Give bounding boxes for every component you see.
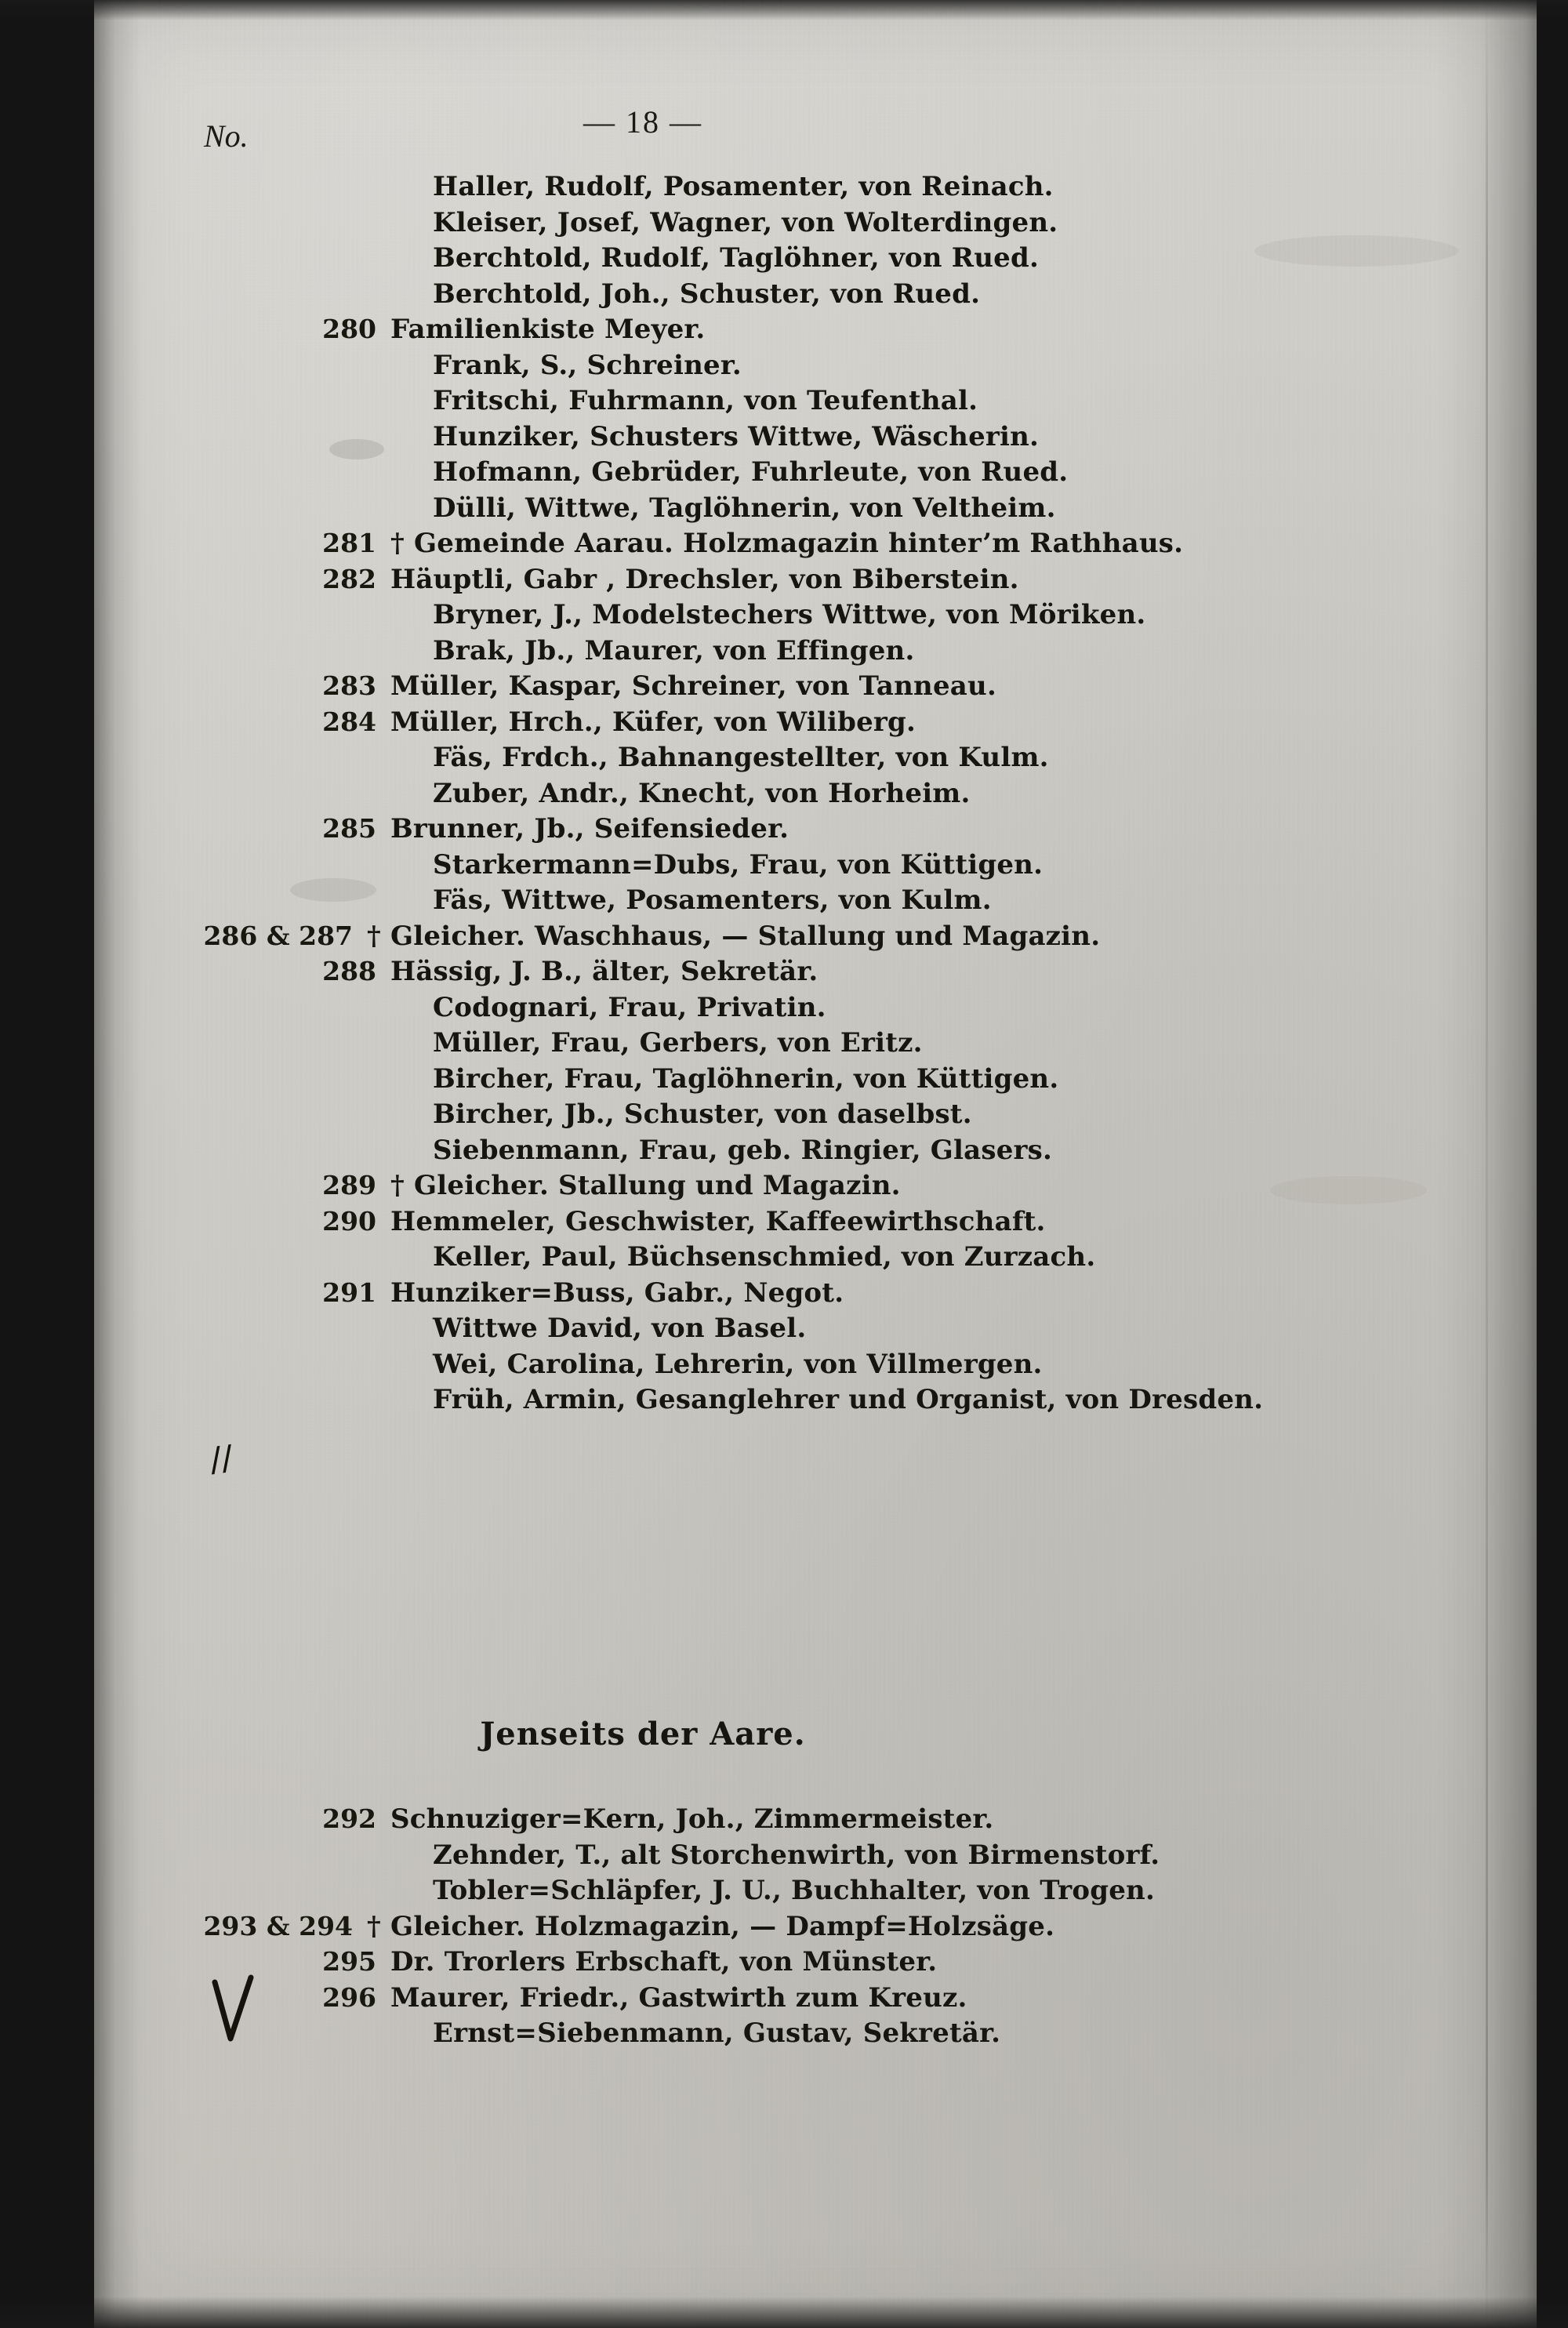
page-header-no-label: No. — [204, 118, 249, 154]
entry-text: Zehnder, T., alt Storchenwirth, von Birmenstorf. — [433, 1839, 1160, 1871]
entry-text: Hunziker=Buss, Gabr., Negot. — [390, 1277, 844, 1309]
register-entry-row — [94, 849, 1537, 885]
register-entry-row — [94, 1946, 1537, 1982]
register-entry-row — [94, 1206, 1537, 1242]
register-entry-row — [94, 456, 1537, 492]
entry-text: Frank, S., Schreiner. — [433, 349, 742, 381]
entry-text: Bircher, Frau, Taglöhnerin, von Küttigen. — [433, 1062, 1059, 1095]
register-entry-row — [94, 421, 1537, 457]
entry-text: Dülli, Wittwe, Taglöhnerin, von Veltheim. — [433, 492, 1056, 524]
entry-number: 280 — [322, 314, 376, 344]
register-entry-row — [94, 921, 1537, 957]
entry-text: Bryner, J., Modelstechers Wittwe, von Möriken. — [433, 599, 1146, 630]
entry-text: Früh, Armin, Gesanglehrer und Organist, von Dresden. — [433, 1384, 1264, 1415]
entry-text: † Gleicher. Holzmagazin, — Dampf=Holzsäge. — [367, 1910, 1055, 1942]
entry-text: Dr. Trorlers Erbschaft, von Münster. — [390, 1946, 938, 1978]
entry-number: 282 — [322, 563, 376, 594]
entry-text: Zuber, Andr., Knecht, von Horheim. — [433, 777, 971, 809]
register-entry-row — [94, 1099, 1537, 1135]
entry-number: 290 — [322, 1205, 376, 1237]
entry-number: 289 — [322, 1170, 376, 1200]
entry-number: 296 — [322, 1981, 376, 2013]
entry-text: Familienkiste Meyer. — [390, 314, 706, 345]
register-entry-row — [94, 314, 1537, 350]
page-paper — [94, 0, 1537, 2328]
entry-text: † Gleicher. Waschhaus, — Stallung und Magazin. — [367, 920, 1101, 952]
register-entry-row — [94, 528, 1537, 564]
entry-text: Hofmann, Gebrüder, Fuhrleute, von Rued. — [433, 456, 1069, 488]
register-entry-row — [94, 350, 1537, 386]
entry-text: † Gemeinde Aarau. Holzmagazin hinter’m Rathhaus. — [390, 528, 1184, 559]
pencil-double-stroke-mark: // — [207, 1436, 236, 1484]
page-content — [94, 0, 1537, 2328]
entry-text: Codognari, Frau, Privatin. — [433, 991, 826, 1023]
register-entry-row — [94, 385, 1537, 421]
entry-text: Brak, Jb., Maurer, von Effingen. — [433, 634, 915, 666]
entry-number: 292 — [322, 1803, 376, 1834]
entry-number: 284 — [322, 706, 376, 737]
entry-number: 281 — [322, 528, 376, 558]
register-entry-row — [94, 1982, 1537, 2018]
entry-text: Kleiser, Josef, Wagner, von Wolterdingen. — [433, 206, 1058, 238]
entry-text: Fritschi, Fuhrmann, von Teufenthal. — [433, 385, 978, 416]
register-entry-row — [94, 1241, 1537, 1277]
register-entry-row — [94, 1349, 1537, 1385]
entry-text: Müller, Frau, Gerbers, von Eritz. — [433, 1027, 923, 1059]
register-entry-row — [94, 599, 1537, 635]
register-entry-row — [94, 1170, 1537, 1206]
entry-text: Keller, Paul, Büchsenschmied, von Zurzach. — [433, 1241, 1096, 1273]
register-entry-row — [94, 1803, 1537, 1840]
page-number: — 18 — — [583, 104, 702, 140]
register-entry-row — [94, 1840, 1537, 1876]
entry-text: Tobler=Schläpfer, J. U., Buchhalter, von Trogen. — [433, 1875, 1155, 1906]
entry-text: Brunner, Jb., Seifensieder. — [390, 813, 789, 844]
register-entry-row — [94, 1911, 1537, 1947]
entry-text: Haller, Rudolf, Posamenter, von Reinach. — [433, 171, 1054, 202]
entry-text: Berchtold, Rudolf, Taglöhner, von Rued. — [433, 242, 1039, 274]
register-entry-row — [94, 2017, 1537, 2054]
entry-number: 293 & 294 — [203, 1910, 353, 1941]
entry-text: Schnuziger=Kern, Joh., Zimmermeister. — [390, 1803, 994, 1835]
register-entry-row — [94, 992, 1537, 1028]
entry-text: Hemmeler, Geschwister, Kaffeewirthschaft. — [390, 1205, 1046, 1237]
register-entry-row — [94, 1875, 1537, 1911]
register-entry-row — [94, 564, 1537, 600]
entry-text: Fäs, Wittwe, Posamenters, von Kulm. — [433, 884, 992, 916]
register-entry-row — [94, 492, 1537, 528]
entry-text: Müller, Kaspar, Schreiner, von Tanneau. — [390, 670, 996, 702]
register-entry-row — [94, 670, 1537, 706]
entry-text: † Gleicher. Stallung und Magazin. — [390, 1170, 901, 1201]
register-entry-list-bottom — [94, 1803, 1537, 2054]
entry-text: Hässig, J. B., älter, Sekretär. — [390, 956, 818, 987]
entry-text: Maurer, Friedr., Gastwirth zum Kreuz. — [390, 1981, 967, 2014]
register-entry-list-top — [94, 171, 1537, 1420]
entry-text: Wei, Carolina, Lehrerin, von Villmergen. — [433, 1348, 1043, 1380]
entry-text: Häuptli, Gabr , Drechsler, von Biberstein. — [390, 563, 1019, 595]
register-entry-row — [94, 207, 1537, 243]
register-entry-row — [94, 1384, 1537, 1420]
register-entry-row — [94, 956, 1537, 992]
entry-text: Berchtold, Joh., Schuster, von Rued. — [433, 278, 981, 310]
register-entry-row — [94, 884, 1537, 921]
entry-text: Fäs, Frdch., Bahnangestellter, von Kulm. — [433, 742, 1049, 773]
register-entry-row — [94, 1135, 1537, 1171]
register-entry-row — [94, 1277, 1537, 1313]
register-entry-row — [94, 242, 1537, 278]
register-entry-row — [94, 635, 1537, 671]
entry-text: Starkermann=Dubs, Frau, von Küttigen. — [433, 848, 1044, 881]
register-entry-row — [94, 171, 1537, 207]
section-heading: Jenseits der Aare. — [480, 1716, 806, 1752]
register-entry-row — [94, 1313, 1537, 1349]
register-entry-row — [94, 1063, 1537, 1099]
entry-number: 291 — [322, 1277, 376, 1308]
entry-number: 286 & 287 — [203, 920, 353, 951]
entry-text: Siebenmann, Frau, geb. Ringier, Glasers. — [433, 1134, 1053, 1166]
entry-number: 285 — [322, 813, 376, 844]
entry-text: Wittwe David, von Basel. — [433, 1313, 807, 1344]
pencil-check-mark — [212, 1974, 254, 2045]
entry-number: 295 — [322, 1946, 376, 1977]
entry-number: 288 — [322, 956, 376, 986]
register-entry-row — [94, 742, 1537, 778]
entry-text: Ernst=Siebenmann, Gustav, Sekretär. — [433, 2017, 1001, 2049]
register-entry-row — [94, 278, 1537, 314]
register-entry-row — [94, 778, 1537, 814]
register-entry-row — [94, 1027, 1537, 1063]
entry-number: 283 — [322, 670, 376, 701]
register-entry-row — [94, 706, 1537, 743]
register-entry-row — [94, 813, 1537, 849]
entry-text: Müller, Hrch., Küfer, von Wiliberg. — [390, 706, 916, 738]
entry-text: Bircher, Jb., Schuster, von daselbst. — [433, 1099, 972, 1130]
entry-text: Hunziker, Schusters Wittwe, Wäscherin. — [433, 420, 1040, 452]
